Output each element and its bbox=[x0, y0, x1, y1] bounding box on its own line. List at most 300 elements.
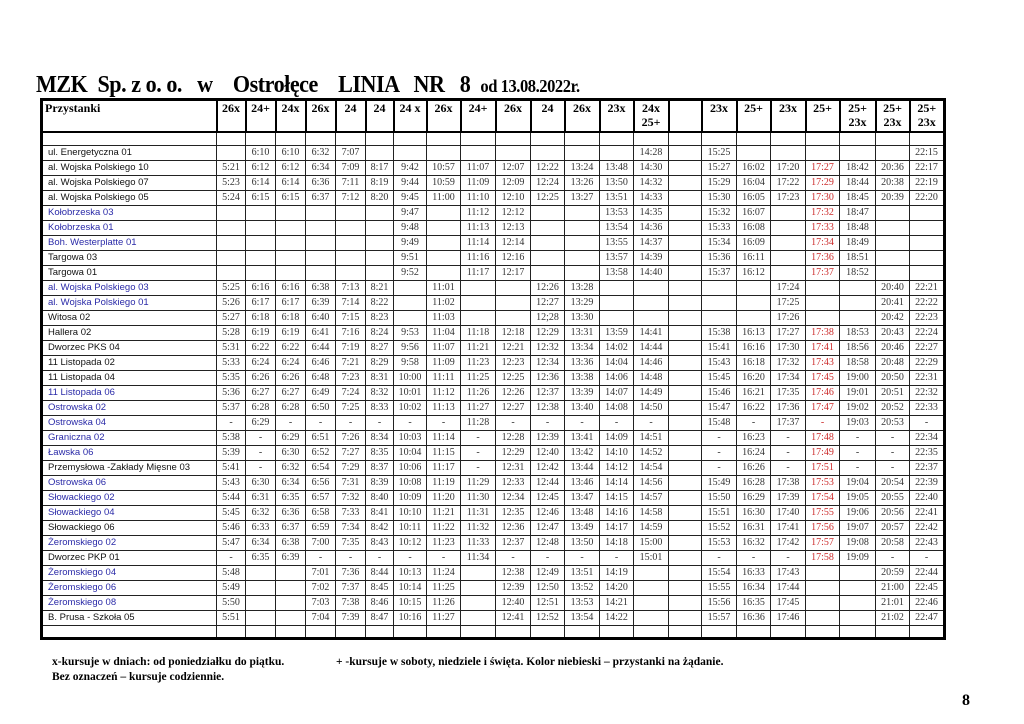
departure-time: 18:53 bbox=[840, 325, 876, 340]
departure-time: 5:38 bbox=[217, 430, 246, 445]
departure-time: 14:06 bbox=[600, 370, 634, 385]
departure-time: 8:43 bbox=[366, 535, 394, 550]
departure-time: - bbox=[771, 445, 806, 460]
header-course: 26x bbox=[306, 100, 336, 133]
departure-time: 15:27 bbox=[702, 160, 737, 175]
empty-cell bbox=[461, 132, 496, 145]
departure-time: 6:34 bbox=[306, 160, 336, 175]
departure-time: 12:24 bbox=[531, 175, 565, 190]
departure-time: 20:40 bbox=[876, 280, 910, 295]
departure-time: 14:04 bbox=[600, 355, 634, 370]
departure-time: 6:50 bbox=[306, 400, 336, 415]
departure-time: 14:07 bbox=[600, 385, 634, 400]
departure-time: 7:38 bbox=[336, 595, 366, 610]
departure-time: 15:51 bbox=[702, 505, 737, 520]
departure-time: 12:28 bbox=[496, 430, 531, 445]
departure-time: 12:49 bbox=[531, 565, 565, 580]
departure-time: 14:40 bbox=[634, 265, 669, 280]
departure-time: 22:24 bbox=[910, 325, 945, 340]
empty-cell bbox=[366, 625, 394, 638]
departure-time: 14:32 bbox=[634, 175, 669, 190]
departure-time: 19:05 bbox=[840, 490, 876, 505]
departure-time: 16:29 bbox=[737, 490, 771, 505]
departure-time: 17:33 bbox=[806, 220, 840, 235]
departure-time: 10:06 bbox=[394, 460, 427, 475]
departure-time: 18:42 bbox=[840, 160, 876, 175]
departure-time: 16:18 bbox=[737, 355, 771, 370]
departure-time: - bbox=[336, 550, 366, 565]
table-row bbox=[42, 280, 945, 295]
table-row bbox=[42, 460, 945, 475]
departure-time: 13:44 bbox=[565, 460, 600, 475]
departure-time: 14:39 bbox=[634, 250, 669, 265]
table-row bbox=[42, 475, 945, 490]
departure-time: - bbox=[306, 415, 336, 430]
title-main: MZK Sp. z o. o. w Ostrołęce LINIA NR 8 bbox=[36, 72, 471, 98]
departure-time: 11:00 bbox=[427, 190, 461, 205]
departure-time: 17:37 bbox=[771, 415, 806, 430]
departure-time: 17:42 bbox=[771, 535, 806, 550]
departure-time bbox=[806, 610, 840, 625]
departure-time: 17:30 bbox=[806, 190, 840, 205]
departure-time: 12:17 bbox=[496, 265, 531, 280]
departure-time: 7:39 bbox=[336, 610, 366, 625]
departure-time bbox=[669, 430, 702, 445]
departure-time bbox=[336, 265, 366, 280]
departure-time: 10:59 bbox=[427, 175, 461, 190]
departure-time: 6:38 bbox=[276, 535, 306, 550]
departure-time: 12:37 bbox=[496, 535, 531, 550]
departure-time bbox=[394, 295, 427, 310]
departure-time: 7:15 bbox=[336, 310, 366, 325]
departure-time: 22:47 bbox=[910, 610, 945, 625]
departure-time: 9:49 bbox=[394, 235, 427, 250]
departure-time bbox=[276, 265, 306, 280]
empty-row bbox=[42, 132, 945, 145]
departure-time bbox=[366, 220, 394, 235]
departure-time bbox=[669, 550, 702, 565]
departure-time: 14:15 bbox=[600, 490, 634, 505]
departure-time bbox=[910, 235, 945, 250]
departure-time: 15:45 bbox=[702, 370, 737, 385]
departure-time: 18:44 bbox=[840, 175, 876, 190]
departure-time: 8:19 bbox=[366, 175, 394, 190]
departure-time bbox=[669, 280, 702, 295]
departure-time: 22:29 bbox=[910, 355, 945, 370]
departure-time: 13:51 bbox=[600, 190, 634, 205]
departure-time: 20:58 bbox=[876, 535, 910, 550]
departure-time: 15:29 bbox=[702, 175, 737, 190]
departure-time: 22:27 bbox=[910, 340, 945, 355]
departure-time: 5:39 bbox=[217, 445, 246, 460]
stop-name: Targowa 03 bbox=[42, 250, 217, 265]
departure-time: 16:31 bbox=[737, 520, 771, 535]
departure-time: 12:42 bbox=[531, 460, 565, 475]
departure-time: 6:49 bbox=[306, 385, 336, 400]
stop-name: 11 Listopada 06 bbox=[42, 385, 217, 400]
departure-time: 16:16 bbox=[737, 340, 771, 355]
stop-name: Słowackiego 04 bbox=[42, 505, 217, 520]
table-row bbox=[42, 325, 945, 340]
departure-time: 13:28 bbox=[565, 280, 600, 295]
header-course: 25+ 23x bbox=[840, 100, 876, 133]
departure-time: - bbox=[336, 415, 366, 430]
departure-time: 12:48 bbox=[531, 535, 565, 550]
departure-time: 7:34 bbox=[336, 520, 366, 535]
empty-cell bbox=[876, 132, 910, 145]
departure-time: 11:28 bbox=[461, 415, 496, 430]
departure-time bbox=[600, 310, 634, 325]
departure-time: 12;28 bbox=[531, 310, 565, 325]
departure-time: 6:30 bbox=[276, 445, 306, 460]
departure-time: 15:37 bbox=[702, 265, 737, 280]
note-weekends: + -kursuje w soboty, niedziele i święta. Kolor niebieski – przystanki na żądanie. bbox=[336, 656, 724, 668]
departure-time bbox=[565, 250, 600, 265]
departure-time: 11:21 bbox=[461, 340, 496, 355]
table-row bbox=[42, 430, 945, 445]
departure-time: 14:17 bbox=[600, 520, 634, 535]
departure-time: - bbox=[702, 550, 737, 565]
departure-time: 7:31 bbox=[336, 475, 366, 490]
departure-time bbox=[702, 295, 737, 310]
departure-time: 13:40 bbox=[565, 400, 600, 415]
departure-time bbox=[565, 220, 600, 235]
departure-time bbox=[737, 145, 771, 160]
departure-time: 5:50 bbox=[217, 595, 246, 610]
departure-time bbox=[669, 460, 702, 475]
stop-name: 11 Listopada 04 bbox=[42, 370, 217, 385]
departure-time: 7:32 bbox=[336, 490, 366, 505]
departure-time: 12:40 bbox=[531, 445, 565, 460]
departure-time: 6:38 bbox=[306, 280, 336, 295]
departure-time: 7:25 bbox=[336, 400, 366, 415]
departure-time bbox=[669, 235, 702, 250]
departure-time: 14:36 bbox=[634, 220, 669, 235]
departure-time: 11:01 bbox=[427, 280, 461, 295]
empty-cell bbox=[306, 132, 336, 145]
departure-time: 5:35 bbox=[217, 370, 246, 385]
departure-time bbox=[669, 415, 702, 430]
departure-time: 14:54 bbox=[634, 460, 669, 475]
departure-time: 11:09 bbox=[461, 175, 496, 190]
departure-time bbox=[669, 445, 702, 460]
departure-time: 8:37 bbox=[366, 460, 394, 475]
departure-time: 14:35 bbox=[634, 205, 669, 220]
departure-time: 9:51 bbox=[394, 250, 427, 265]
departure-time: 16:05 bbox=[737, 190, 771, 205]
departure-time: 12:12 bbox=[496, 205, 531, 220]
departure-time: 22:41 bbox=[910, 505, 945, 520]
departure-time: 7:03 bbox=[306, 595, 336, 610]
departure-time: 14:41 bbox=[634, 325, 669, 340]
departure-time: 14:49 bbox=[634, 385, 669, 400]
departure-time: 12:10 bbox=[496, 190, 531, 205]
header-course: 24+ bbox=[461, 100, 496, 133]
departure-time: 12:50 bbox=[531, 580, 565, 595]
table-row bbox=[42, 505, 945, 520]
departure-time: 11:22 bbox=[427, 520, 461, 535]
departure-time: 20:42 bbox=[876, 310, 910, 325]
departure-time: 9:48 bbox=[394, 220, 427, 235]
empty-cell bbox=[306, 625, 336, 638]
departure-time: 16:33 bbox=[737, 565, 771, 580]
header-course: 23x bbox=[771, 100, 806, 133]
departure-time: 22:17 bbox=[910, 160, 945, 175]
departure-time: 14:51 bbox=[634, 430, 669, 445]
departure-time: 7:02 bbox=[306, 580, 336, 595]
departure-time bbox=[217, 145, 246, 160]
departure-time: 5:21 bbox=[217, 160, 246, 175]
departure-time: 10:02 bbox=[394, 400, 427, 415]
departure-time: 12:25 bbox=[531, 190, 565, 205]
header-course: 26x bbox=[496, 100, 531, 133]
departure-time: 12:38 bbox=[531, 400, 565, 415]
departure-time: 8:17 bbox=[366, 160, 394, 175]
departure-time: 15:54 bbox=[702, 565, 737, 580]
departure-time bbox=[276, 565, 306, 580]
departure-time: 11:23 bbox=[461, 355, 496, 370]
header-course: 25+ bbox=[737, 100, 771, 133]
table-row bbox=[42, 520, 945, 535]
departure-time: 18:52 bbox=[840, 265, 876, 280]
departure-time: 13:31 bbox=[565, 325, 600, 340]
departure-time bbox=[876, 220, 910, 235]
empty-cell bbox=[246, 132, 276, 145]
departure-time bbox=[771, 235, 806, 250]
departure-time: 8:40 bbox=[366, 490, 394, 505]
departure-time: 22:15 bbox=[910, 145, 945, 160]
departure-time: 20:38 bbox=[876, 175, 910, 190]
departure-time: 15:56 bbox=[702, 595, 737, 610]
departure-time: 14:52 bbox=[634, 445, 669, 460]
departure-time bbox=[876, 250, 910, 265]
departure-time: 10:57 bbox=[427, 160, 461, 175]
departure-time: 12:27 bbox=[496, 400, 531, 415]
departure-time: 16:12 bbox=[737, 265, 771, 280]
departure-time: 11:11 bbox=[427, 370, 461, 385]
departure-time: 14:48 bbox=[634, 370, 669, 385]
departure-time bbox=[840, 280, 876, 295]
departure-time: 12:14 bbox=[496, 235, 531, 250]
departure-time: 12:09 bbox=[496, 175, 531, 190]
page-title bbox=[36, 72, 580, 99]
departure-time: 17:55 bbox=[806, 505, 840, 520]
table-row bbox=[42, 595, 945, 610]
departure-time: 6:48 bbox=[306, 370, 336, 385]
departure-time bbox=[669, 565, 702, 580]
departure-time: 16:30 bbox=[737, 505, 771, 520]
departure-time: 20:55 bbox=[876, 490, 910, 505]
departure-time: 17:38 bbox=[806, 325, 840, 340]
stop-name: Ostrowska 06 bbox=[42, 475, 217, 490]
departure-time: 14:14 bbox=[600, 475, 634, 490]
departure-time: 7:29 bbox=[336, 460, 366, 475]
table-row bbox=[42, 160, 945, 175]
departure-time bbox=[276, 205, 306, 220]
departure-time: 17:49 bbox=[806, 445, 840, 460]
header-course: 25+ 23x bbox=[876, 100, 910, 133]
departure-time: 5:31 bbox=[217, 340, 246, 355]
empty-cell bbox=[910, 132, 945, 145]
departure-time: 20:51 bbox=[876, 385, 910, 400]
empty-cell bbox=[669, 132, 702, 145]
empty-cell bbox=[876, 625, 910, 638]
stop-name: Żeromskiego 02 bbox=[42, 535, 217, 550]
departure-time: 22:44 bbox=[910, 565, 945, 580]
departure-time bbox=[306, 265, 336, 280]
departure-time: 22:32 bbox=[910, 385, 945, 400]
departure-time bbox=[910, 265, 945, 280]
empty-cell bbox=[366, 132, 394, 145]
departure-time: 16:09 bbox=[737, 235, 771, 250]
departure-time: 16:35 bbox=[737, 595, 771, 610]
departure-time: 6:22 bbox=[276, 340, 306, 355]
departure-time: 6:16 bbox=[276, 280, 306, 295]
departure-time bbox=[366, 265, 394, 280]
departure-time: 13:50 bbox=[565, 535, 600, 550]
departure-time: 7:01 bbox=[306, 565, 336, 580]
departure-time: 12:44 bbox=[531, 475, 565, 490]
departure-time bbox=[669, 490, 702, 505]
empty-cell bbox=[427, 625, 461, 638]
departure-time: 13:47 bbox=[565, 490, 600, 505]
departure-time: 11:33 bbox=[461, 535, 496, 550]
header-course: 23x bbox=[600, 100, 634, 133]
departure-time: 20:46 bbox=[876, 340, 910, 355]
departure-time: 13:34 bbox=[565, 340, 600, 355]
departure-time: 6:56 bbox=[306, 475, 336, 490]
departure-time bbox=[634, 565, 669, 580]
departure-time: - bbox=[876, 445, 910, 460]
departure-time bbox=[634, 595, 669, 610]
departure-time: 7:26 bbox=[336, 430, 366, 445]
departure-time bbox=[669, 310, 702, 325]
departure-time: 20:52 bbox=[876, 400, 910, 415]
departure-time: 14:08 bbox=[600, 400, 634, 415]
departure-time: 13:36 bbox=[565, 355, 600, 370]
departure-time: 13:53 bbox=[565, 595, 600, 610]
departure-time: 6:14 bbox=[246, 175, 276, 190]
empty-cell bbox=[737, 625, 771, 638]
empty-cell bbox=[496, 625, 531, 638]
departure-time: 11:07 bbox=[427, 340, 461, 355]
table-row bbox=[42, 535, 945, 550]
departure-time: 12:27 bbox=[531, 295, 565, 310]
table-row bbox=[42, 370, 945, 385]
departure-time bbox=[634, 580, 669, 595]
departure-time: 14:28 bbox=[634, 145, 669, 160]
departure-time: - bbox=[600, 550, 634, 565]
departure-time: 21:02 bbox=[876, 610, 910, 625]
departure-time: 6:37 bbox=[306, 190, 336, 205]
departure-time: 17:34 bbox=[771, 370, 806, 385]
table-row bbox=[42, 400, 945, 415]
departure-time bbox=[806, 580, 840, 595]
departure-time bbox=[461, 310, 496, 325]
departure-time: 11:30 bbox=[461, 490, 496, 505]
departure-time: 10:12 bbox=[394, 535, 427, 550]
departure-time bbox=[496, 295, 531, 310]
stop-name: Ławska 06 bbox=[42, 445, 217, 460]
departure-time: - bbox=[394, 415, 427, 430]
departure-time: 6:44 bbox=[306, 340, 336, 355]
departure-time bbox=[496, 310, 531, 325]
departure-time bbox=[565, 235, 600, 250]
departure-time: 17:41 bbox=[771, 520, 806, 535]
departure-time: 6:37 bbox=[276, 520, 306, 535]
departure-time: 5:41 bbox=[217, 460, 246, 475]
departure-time: 17:39 bbox=[771, 490, 806, 505]
departure-time: 6:36 bbox=[306, 175, 336, 190]
departure-time: 5:26 bbox=[217, 295, 246, 310]
header-row bbox=[42, 100, 945, 133]
stop-name: Żeromskiego 08 bbox=[42, 595, 217, 610]
departure-time: 15:30 bbox=[702, 190, 737, 205]
departure-time: 12:07 bbox=[496, 160, 531, 175]
table-row bbox=[42, 175, 945, 190]
departure-time: 10:01 bbox=[394, 385, 427, 400]
departure-time bbox=[461, 295, 496, 310]
departure-time: 7:35 bbox=[336, 535, 366, 550]
departure-time bbox=[427, 205, 461, 220]
empty-cell bbox=[910, 625, 945, 638]
departure-time: 13:55 bbox=[600, 235, 634, 250]
departure-time: 5:33 bbox=[217, 355, 246, 370]
departure-time bbox=[276, 220, 306, 235]
departure-time: 13:46 bbox=[565, 475, 600, 490]
departure-time: 6:14 bbox=[276, 175, 306, 190]
stop-name: Witosa 02 bbox=[42, 310, 217, 325]
departure-time: 17:56 bbox=[806, 520, 840, 535]
departure-time: - bbox=[771, 430, 806, 445]
departure-time: 5:49 bbox=[217, 580, 246, 595]
departure-time: 6:40 bbox=[306, 310, 336, 325]
departure-time bbox=[669, 505, 702, 520]
departure-time: 22:43 bbox=[910, 535, 945, 550]
departure-time: 8:31 bbox=[366, 370, 394, 385]
empty-cell bbox=[394, 132, 427, 145]
stop-name: Graniczna 02 bbox=[42, 430, 217, 445]
departure-time bbox=[461, 595, 496, 610]
departure-time bbox=[669, 385, 702, 400]
stop-name: al. Wojska Polskiego 01 bbox=[42, 295, 217, 310]
departure-time: 12:41 bbox=[496, 610, 531, 625]
departure-time: 5:43 bbox=[217, 475, 246, 490]
departure-time: 7:23 bbox=[336, 370, 366, 385]
stop-name: al. Wojska Polskiego 05 bbox=[42, 190, 217, 205]
departure-time: 13:50 bbox=[600, 175, 634, 190]
departure-time: 5:45 bbox=[217, 505, 246, 520]
departure-time: 9:56 bbox=[394, 340, 427, 355]
departure-time: 11:34 bbox=[461, 550, 496, 565]
departure-time bbox=[669, 175, 702, 190]
departure-time: 22:34 bbox=[910, 430, 945, 445]
departure-time: 16:13 bbox=[737, 325, 771, 340]
header-stops: Przystanki bbox=[42, 100, 217, 133]
departure-time: 12:29 bbox=[531, 325, 565, 340]
departure-time: 22:20 bbox=[910, 190, 945, 205]
departure-time bbox=[840, 610, 876, 625]
departure-time: 14:21 bbox=[600, 595, 634, 610]
departure-time bbox=[276, 250, 306, 265]
departure-time: 6:33 bbox=[246, 520, 276, 535]
departure-time: 18:56 bbox=[840, 340, 876, 355]
departure-time: 15:34 bbox=[702, 235, 737, 250]
departure-time bbox=[496, 280, 531, 295]
departure-time bbox=[806, 295, 840, 310]
departure-time bbox=[600, 280, 634, 295]
departure-time bbox=[246, 265, 276, 280]
